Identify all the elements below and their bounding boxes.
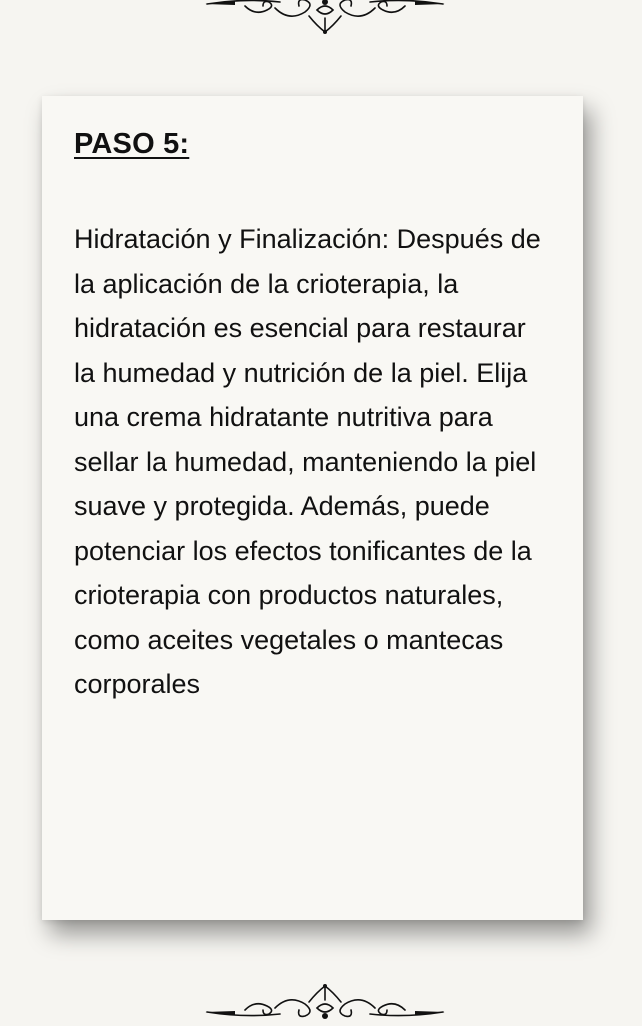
step-description: Hidratación y Finalización: Después de la aplicación de la crioterapia, la hidratación es esencial para restaurar la humedad y nutrición de la piel. Elija una crema hidratante nutritiva para sellar la humedad, manteniendo la piel suave y protegida. Además, puede potenciar los efectos tonificantes de la crioterapia con productos naturales, como aceites vegetales o mantecas corporales — [74, 224, 541, 699]
step-title: PASO 5: — [74, 128, 190, 160]
ornament-flourish-top-icon — [205, 0, 445, 40]
ornament-flourish-bottom-icon — [205, 982, 445, 1026]
step-card — [42, 96, 583, 920]
